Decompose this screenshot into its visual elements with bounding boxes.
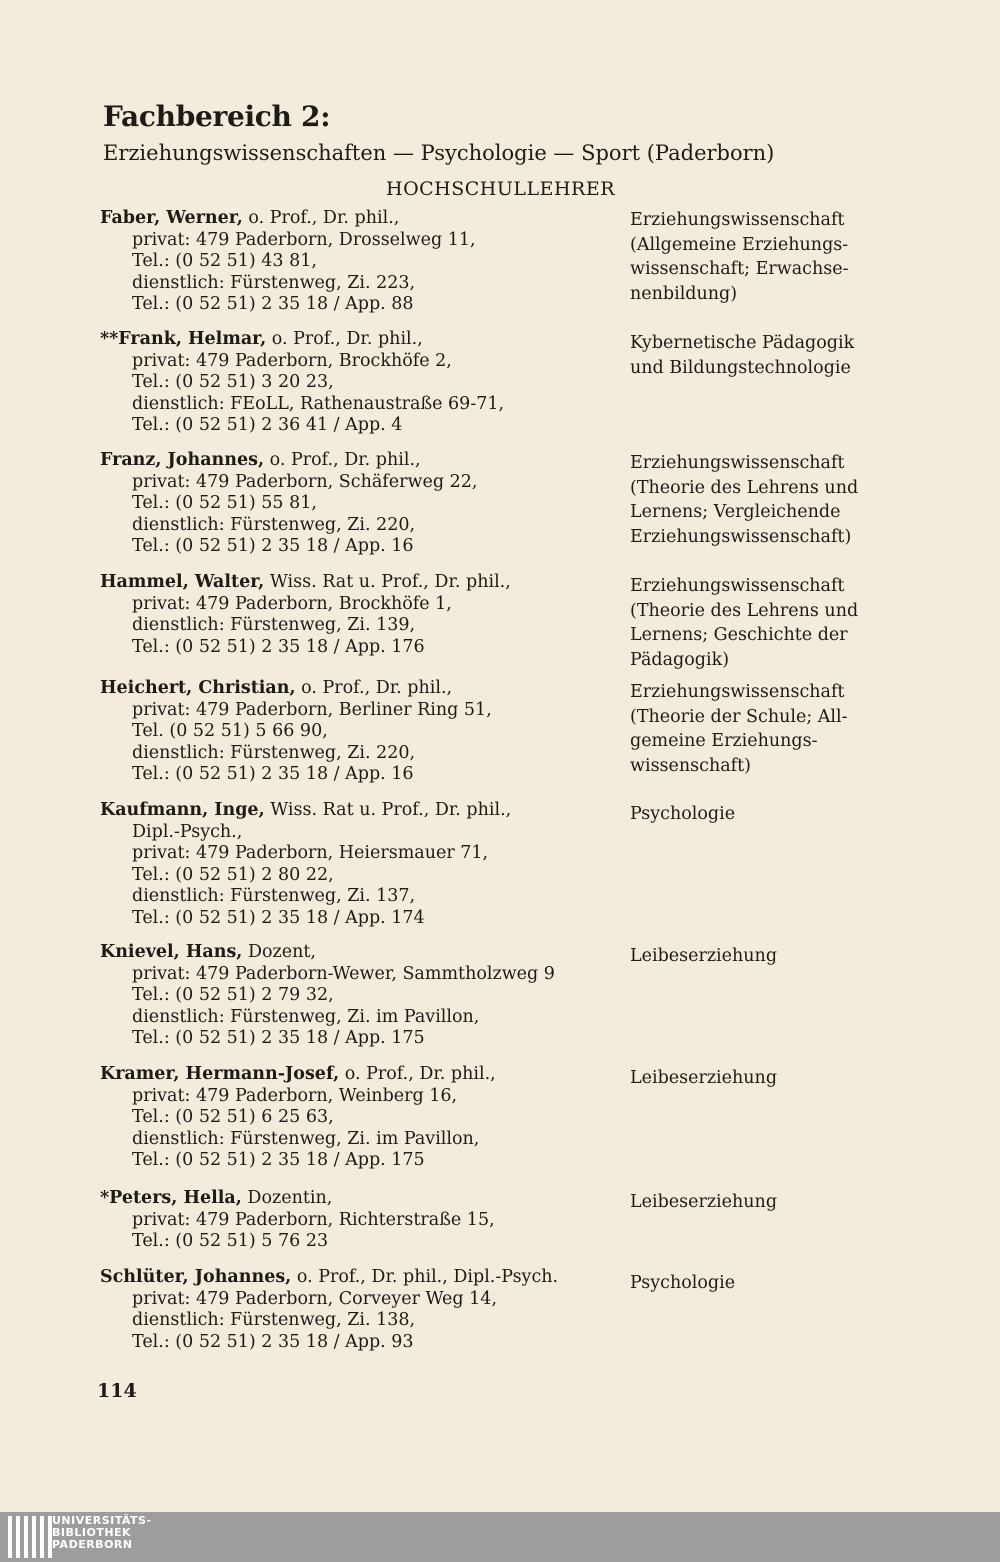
subject-area [630,208,930,306]
contact-line: Tel.: (0 52 51) 2 80 22, [132,864,334,885]
contact-line: privat: 479 Paderborn, Drosselweg 11, [132,229,476,250]
subject-line: Lernens; Geschichte der [630,625,848,645]
subject-line: Lernens; Vergleichende [630,502,841,522]
subject-line: (Theorie des Lehrens und [630,600,859,621]
person-title: o. Prof., Dr. phil., [295,678,453,698]
person-name: Franz, Johannes, [100,450,265,470]
subject-area [630,802,930,827]
contact-line: Tel.: (0 52 51) 2 35 18 / App. 88 [132,294,414,314]
subject-line: Kybernetische Pädagogik [630,333,855,353]
person-name: Knievel, Hans, [100,942,243,962]
subject-line: Erziehungswissenschaft [630,576,845,596]
library-footer [0,1512,1000,1562]
subject-line: Pädagogik) [630,649,730,670]
person-title: o. Prof., Dr. phil., [339,1064,496,1084]
contact-line: Tel.: (0 52 51) 6 25 63, [132,1107,334,1127]
contact-line: dienstlich: Fürstenweg, Zi. 138, [132,1310,416,1330]
contact-line: Tel.: (0 52 51) 2 35 18 / App. 175 [132,1150,425,1170]
person-name: Heichert, Christian, [100,678,296,698]
library-logo-text: UNIVERSITÄTS- BIBLIOTHEK PADERBORN [52,1514,152,1551]
subject-line: wissenschaft) [630,755,751,776]
faculty-entry [100,329,620,437]
entry-heading [100,678,620,700]
person-title: Dozent, [242,942,316,962]
person-name: Schlüter, Johannes, [100,1267,292,1287]
faculty-entry [100,572,620,658]
contact-line: Tel.: (0 52 51) 55 81, [132,493,317,513]
contact-line: Tel.: (0 52 51) 2 35 18 / App. 16 [132,536,414,556]
faculty-subtitle: Erziehungswissenschaften — Psychologie — Sport (Paderborn) [103,141,775,165]
subject-line: Leibeserziehung [630,946,778,966]
contact-line: Tel.: (0 52 51) 2 35 18 / App. 174 [132,907,425,928]
person-title: o. Prof., Dr. phil., [266,329,423,349]
contact-line: privat: 479 Paderborn, Richterstraße 15, [132,1209,495,1230]
subject-line: (Theorie der Schule; All- [630,706,848,727]
person-title: o. Prof., Dr. phil., [242,208,400,228]
contact-line: dienstlich: Fürstenweg, Zi. 220, [132,742,416,763]
subject-line: Erziehungswissenschaft [630,453,845,473]
faculty-entry [100,800,620,929]
subject-line: Psychologie [630,804,736,824]
entry-heading [100,1064,620,1086]
person-title: Wiss. Rat u. Prof., Dr. phil., [264,572,511,592]
page-number: 114 [97,1380,137,1402]
contact-line: Tel.: (0 52 51) 2 79 32, [132,985,334,1005]
faculty-entry [100,1188,620,1253]
contact-line: Tel.: (0 52 51) 43 81, [132,251,317,271]
entry-heading [100,450,620,472]
faculty-entry [100,450,620,558]
contact-line: privat: 479 Paderborn, Heiersmauer 71, [132,843,489,863]
subject-line: nenbildung) [630,283,738,304]
person-title: o. Prof., Dr. phil., [264,450,421,470]
contact-line: Tel.: (0 52 51) 2 35 18 / App. 176 [132,636,425,657]
contact-line: privat: 479 Paderborn, Berliner Ring 51, [132,699,492,720]
person-title: o. Prof., Dr. phil., Dipl.-Psych. [291,1267,559,1287]
person-name: Kramer, Hermann-Josef, [100,1064,340,1084]
subject-line: Leibeserziehung [630,1068,778,1088]
person-name: Hammel, Walter, [100,572,265,592]
contact-line: dienstlich: Fürstenweg, Zi. 223, [132,272,416,293]
subject-line: (Allgemeine Erziehungs- [630,234,849,255]
person-name: **Frank, Helmar, [100,329,267,349]
subject-line: wissenschaft; Erwachse- [630,259,849,279]
contact-line: Tel. (0 52 51) 5 66 90, [132,721,328,741]
subject-line: Erziehungswissenschaft [630,682,845,702]
contact-line: dienstlich: Fürstenweg, Zi. im Pavillon, [132,1128,480,1149]
person-name: Faber, Werner, [100,208,243,228]
contact-line: privat: 479 Paderborn, Brockhöfe 2, [132,350,452,371]
contact-line: privat: 479 Paderborn-Wewer, Sammtholzweg 9 [132,963,555,984]
contact-line: Tel.: (0 52 51) 5 76 23 [132,1231,329,1251]
entry-heading [100,1188,620,1210]
person-title: Wiss. Rat u. Prof., Dr. phil., [264,800,512,820]
faculty-entry [100,208,620,316]
subject-area [630,944,930,969]
entry-heading [100,572,620,594]
subject-line: Leibeserziehung [630,1192,778,1212]
subject-line: Erziehungswissenschaft [630,210,845,230]
subject-area [630,1190,930,1215]
contact-line: privat: 479 Paderborn, Schäferweg 22, [132,471,478,492]
contact-line: dienstlich: Fürstenweg, Zi. 220, [132,514,416,535]
subject-line: und Bildungstechnologie [630,357,851,378]
faculty-entry [100,1064,620,1172]
entry-heading [100,942,620,964]
contact-line: Tel.: (0 52 51) 3 20 23, [132,372,334,392]
contact-line: Dipl.-Psych., [132,821,243,842]
subject-area [630,1066,930,1091]
subject-line: Psychologie [630,1273,736,1293]
entry-heading [100,800,620,822]
faculty-entry [100,942,620,1050]
subject-area [630,331,930,380]
contact-line: Tel.: (0 52 51) 2 36 41 / App. 4 [132,415,403,435]
contact-line: privat: 479 Paderborn, Weinberg 16, [132,1085,458,1106]
contact-line: dienstlich: Fürstenweg, Zi. 137, [132,886,416,906]
contact-line: Tel.: (0 52 51) 2 35 18 / App. 16 [132,764,414,784]
contact-line: dienstlich: Fürstenweg, Zi. im Pavillon, [132,1006,480,1027]
subject-line: Erziehungswissenschaft) [630,526,852,547]
entry-heading [100,208,620,230]
faculty-entry [100,678,620,786]
subject-area [630,680,930,778]
subject-line: (Theorie des Lehrens und [630,477,859,498]
library-logo-icon [8,1516,52,1558]
entry-heading [100,329,620,351]
entry-heading [100,1267,620,1289]
contact-line: Tel.: (0 52 51) 2 35 18 / App. 93 [132,1331,414,1352]
subject-line: gemeine Erziehungs- [630,731,818,751]
subject-area [630,451,930,549]
contact-line: dienstlich: FEoLL, Rathenaustraße 69-71, [132,393,505,414]
contact-line: dienstlich: Fürstenweg, Zi. 139, [132,615,416,635]
subject-area [630,574,930,672]
person-title: Dozentin, [241,1188,333,1208]
person-name: Kaufmann, Inge, [100,800,265,820]
contact-line: privat: 479 Paderborn, Corveyer Weg 14, [132,1288,498,1309]
subject-area [630,1271,930,1296]
faculty-heading: Fachbereich 2: [103,100,331,133]
contact-line: Tel.: (0 52 51) 2 35 18 / App. 175 [132,1028,425,1048]
contact-line: privat: 479 Paderborn, Brockhöfe 1, [132,593,452,614]
section-title: HOCHSCHULLEHRER [386,178,616,200]
person-name: *Peters, Hella, [100,1188,242,1208]
faculty-entry [100,1267,620,1353]
